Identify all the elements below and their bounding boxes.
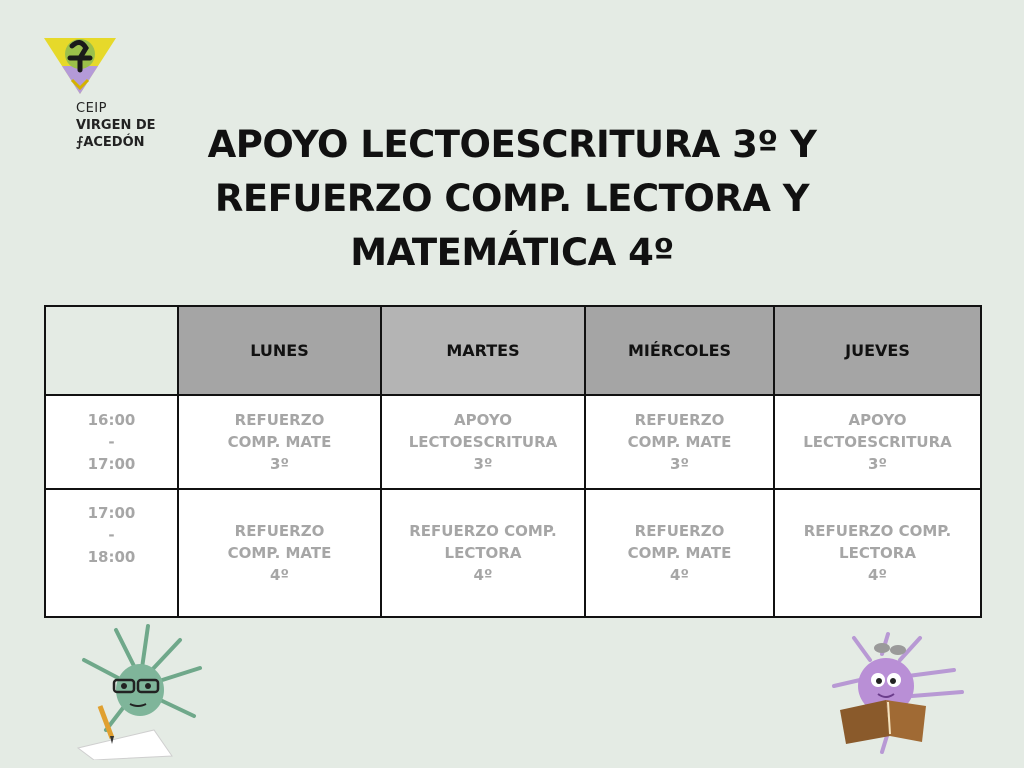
session-line: APOYO xyxy=(454,411,512,429)
session-line: LECTORA xyxy=(444,544,522,562)
time-slot-1 xyxy=(45,395,178,489)
table-row xyxy=(45,395,981,489)
session-cell xyxy=(585,489,774,617)
session-line: COMP. MATE xyxy=(227,544,332,562)
time-separator: - xyxy=(108,433,115,451)
time-separator: - xyxy=(108,526,115,544)
header-row xyxy=(45,306,981,395)
session-line: LECTOESCRITURA xyxy=(408,433,558,451)
session-line: COMP. MATE xyxy=(227,433,332,451)
time-end: 17:00 xyxy=(87,455,136,473)
session-cell xyxy=(585,395,774,489)
header-day-thursday: JUEVES xyxy=(774,306,981,395)
session-cell xyxy=(774,395,981,489)
page-title xyxy=(180,118,844,280)
session-line: REFUERZO xyxy=(634,411,725,429)
session-line: COMP. MATE xyxy=(627,544,732,562)
title-line-1: APOYO LECTOESCRITURA 3º Y xyxy=(207,123,817,166)
session-grade: 4º xyxy=(868,566,887,584)
table-row xyxy=(45,489,981,617)
time-start: 16:00 xyxy=(87,411,136,429)
session-grade: 3º xyxy=(270,455,289,473)
session-line: REFUERZO COMP. xyxy=(409,522,557,540)
session-grade: 3º xyxy=(670,455,689,473)
session-cell xyxy=(381,489,585,617)
session-grade: 3º xyxy=(868,455,887,473)
school-logo xyxy=(40,36,170,151)
session-line: REFUERZO xyxy=(234,522,325,540)
session-grade: 4º xyxy=(670,566,689,584)
session-line: REFUERZO COMP. xyxy=(803,522,952,540)
green-neuron-writing-icon xyxy=(76,620,206,764)
time-slot-2 xyxy=(45,489,178,617)
title-line-3: MATEMÁTICA 4º xyxy=(350,231,674,274)
purple-neuron-reading-icon xyxy=(830,630,970,758)
session-cell xyxy=(381,395,585,489)
session-grade: 4º xyxy=(270,566,289,584)
header-day-tuesday: MARTES xyxy=(381,306,585,395)
header-day-wednesday: MIÉRCOLES xyxy=(585,306,774,395)
session-line: APOYO xyxy=(848,411,907,429)
time-end: 18:00 xyxy=(87,548,136,566)
school-emblem-icon xyxy=(42,36,118,96)
session-line: REFUERZO xyxy=(634,522,725,540)
logo-name-line1: VIRGEN DE xyxy=(76,118,156,133)
schedule-table xyxy=(44,305,982,618)
session-grade: 3º xyxy=(473,455,493,473)
session-line: LECTORA xyxy=(839,544,916,562)
header-blank xyxy=(45,306,178,395)
session-grade: 4º xyxy=(473,566,493,584)
logo-ceip: CEIP xyxy=(76,101,107,116)
session-line: LECTOESCRITURA xyxy=(803,433,952,451)
time-start: 17:00 xyxy=(87,504,136,522)
logo-mark-icon: ⨍ xyxy=(76,135,84,150)
session-cell xyxy=(774,489,981,617)
logo-name-text: ACEDÓN xyxy=(83,135,145,150)
logo-name-line2 xyxy=(76,134,170,151)
header-day-monday: LUNES xyxy=(178,306,381,395)
session-cell xyxy=(178,395,381,489)
session-cell xyxy=(178,489,381,617)
session-line: COMP. MATE xyxy=(627,433,732,451)
session-line: REFUERZO xyxy=(234,411,325,429)
title-line-2: REFUERZO COMP. LECTORA Y xyxy=(214,177,810,220)
